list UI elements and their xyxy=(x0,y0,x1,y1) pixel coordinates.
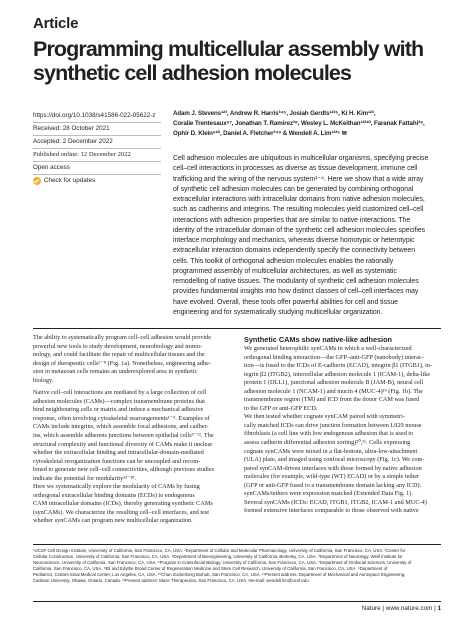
body-line: biology. xyxy=(33,376,54,384)
section-heading: Synthetic CAMs show native-like adhesion xyxy=(244,335,392,344)
body-line: (synCAMs). We characterize the resulting cell–cell interfaces, and test xyxy=(33,508,210,516)
body-line: Several synCAMs (ICDs: ECAD, ITGB1, ITGB2, ICAM-1 and MUC-4) xyxy=(244,498,427,506)
footnote-line: Carleton University, Ottawa, Ontario, Canada. ¹²Present address: Maze Therapeutics, San Francisco, CA, USA. ✉e-mail: wendell.lim@ucsf.edu xyxy=(33,578,309,584)
body-line: structural complexity and functional diversity of CAMs make it unclear xyxy=(33,440,213,448)
abstract-line: programmed assembly of multicellular architectures, as well as systematic xyxy=(173,267,397,275)
body-line: cally matched ICDs can drive junction formation between L929 mouse xyxy=(244,421,422,429)
abstract-line: such as cadherins and integrins. The resulting molecules yield customized cell–cell xyxy=(173,206,424,214)
abstract-line: interactions with adhesion properties that are similar to native interactions. The xyxy=(173,216,411,224)
page-footer xyxy=(362,605,441,612)
body-line: sion in metazoan cells remains an underexplored area in synthetic xyxy=(33,368,198,376)
body-line: bind neighbouring cells or matrix and induce a mechanical adhesive xyxy=(33,406,204,414)
published-date: Published online: 12 December 2022 xyxy=(33,149,161,162)
body-line: nology, and could facilitate the repair of multicellular tissues and the xyxy=(33,351,205,359)
body-line: pared synCAM-driven interfaces with those formed by native adhesion xyxy=(244,464,422,472)
abstract-line: Cell adhesion molecules are ubiquitous in multicellular organisms, specifying precise xyxy=(173,155,429,162)
body-column-left xyxy=(33,334,230,526)
body-line: We generated heterophilic synCAMs in which a well-characterized xyxy=(244,345,412,352)
body-line: assess cadherin differential adhesion sorting)²⁰,²¹. Cells expressing xyxy=(244,439,411,447)
check-for-updates-button[interactable] xyxy=(33,175,161,187)
footnote-line: Neuroscience, University of California, San Francisco, CA, USA. ⁶Program in Craniofacial Biology, University of California, San Francisco, CA, USA. ⁷Department of Orofacial Sciences, University of xyxy=(33,560,412,566)
body-line: (ULA) plate, and imaged using confocal microscopy (Fig. 1c). We com- xyxy=(244,456,425,464)
body-line: (GFP or anti-GFP fused to a transmembrane domain lacking any ICD). xyxy=(244,481,422,489)
accepted-date: Accepted: 2 December 2022 xyxy=(33,136,161,149)
footnote-line: Pediatrics, Cedars-Sinai Medical Center, Los Angeles, CA, USA. ¹⁰Chan Zuckerberg Biohub, San Francisco, CA, USA. ¹¹Present address: Department of Mechanical and Aerospace Engineering, xyxy=(33,572,406,578)
footer-divider xyxy=(33,601,441,602)
body-line: Native cell–cell interactions are mediated by a large collection of cell xyxy=(33,389,207,397)
affiliations-footnote xyxy=(33,548,443,585)
body-line: adhesion molecules (CAMs)—complex transmembrane proteins that xyxy=(33,397,206,405)
body-line: whether synCAMs can program new multicellular organization. xyxy=(33,517,193,525)
body-line: tegrin β2 (ITGB2), intercellular adhesion molecule 1 (ICAM-1), delta-like xyxy=(244,370,431,378)
author-line: Ophir D. Klein⁶¹⁰, Daniel A. Fletcher³⁴⁹ & Wendell A. Lim¹²³⁵ ✉ xyxy=(173,130,347,137)
author-line: Coralie Trentesaux⁶⁷, Jonathan T. Ramirez³⁸, Wesley L. McKeithan¹²³¹⁰, Faranak Fattahi³⁸, xyxy=(173,120,425,127)
body-line: ins, which assemble adherens junctions between epithelial cells⁹⁻¹². The xyxy=(33,432,214,440)
body-line: orthogonal binding interaction—the GFP–anti-GFP (nanobody) interac- xyxy=(244,353,424,361)
abstract-line: engineering and for systematically studying multicellular organization. xyxy=(173,308,383,316)
body-line: cognate synCAMs were mixed in a flat-bottom, ultra-low-attachment xyxy=(244,447,418,455)
body-line: to the GFP or anti-GFP ECD. xyxy=(244,404,318,412)
page-number: 1 xyxy=(437,605,441,612)
body-line: response, often involving cytoskeletal rearrangements¹⁻⁴. Examples of xyxy=(33,414,210,422)
abstract-line: trafficking and the wiring of the nervous system¹⁻⁴. Here we show that a wide array xyxy=(173,175,424,183)
body-line: CAMs include integrins, which assemble focal adhesions, and cadher- xyxy=(33,423,209,431)
check-updates-label: Check for updates xyxy=(44,177,96,184)
author-list xyxy=(173,109,455,139)
author-line: Adam J. Stevens¹²³, Andrew R. Harris³⁴⁵, Josiah Gerdts¹²³⁵, Ki H. Kim¹²³, xyxy=(173,110,376,117)
body-line: Here we systematically explore the modularity of CAMs by fusing xyxy=(33,483,200,491)
abstract-line: remodelling of native tissues. The modularity of synthetic cell adhesion molecules xyxy=(173,278,419,285)
body-line: indicate the potential for modularity¹³⁻¹⁸. xyxy=(33,474,136,482)
footnote-line: ¹UCSF Cell Design Institute, University of California, San Francisco, CA, USA. ²Department of Cellular and Molecular Pharmacology, University of California, San Francisco, CA, USA. ³Center for xyxy=(33,548,406,553)
body-line: transmembrane region (TM) and ICD from the donor CAM was fused xyxy=(244,396,420,404)
abstract-line: of synthetic cell adhesion molecules can be generated by combining orthogonal xyxy=(173,185,414,193)
abstract-line: have evolved. Overall, these tools offer powerful abilities for cell and tissue xyxy=(173,298,398,306)
footnote-divider xyxy=(33,544,441,545)
footnote-line: Cellular Construction, University of California, San Francisco, CA, USA. ⁴Department of Bioengineering, University of California, Berkeley, CA, USA. ⁵Department of Neurology, Weill Institute for xyxy=(33,554,403,560)
journal-website-link[interactable]: www.nature.com xyxy=(385,605,433,612)
abstract-line: extracellular interaction domains independently specify the connectivity between xyxy=(173,247,416,255)
abstract-line: cell–cell interactions in processes as diverse as tissue development, immune cell xyxy=(173,165,418,173)
body-column-right xyxy=(244,334,441,516)
footer-separator: | xyxy=(382,605,385,612)
body-line: whether the extracellular binding and intracellular-domain-mediated xyxy=(33,449,204,457)
body-line: bined to generate new cell–cell connectivities, although previous studies xyxy=(33,466,215,474)
body-line: synCAMs/tethers were expression matched (Extended Data Fig. 1). xyxy=(244,490,413,498)
body-line: formed extensive interfaces comparable to those observed with native xyxy=(244,507,419,515)
body-line: protein 1 (DLL1), junctional adhesion molecule B (JAM-B), neural cell xyxy=(244,379,424,387)
body-line: adhesion molecule 1 (NCAM-1) and mucin 4 (MUC-4)¹⁹ (Fig. 1b). The xyxy=(244,387,423,395)
check-updates-icon xyxy=(33,177,41,185)
body-line: We then tested whether cognate synCAM paired with symmetri- xyxy=(244,413,405,421)
body-line: CAM intracellular domains (ICDs), thereby generating synthetic CAMs xyxy=(33,500,213,508)
body-line: design of therapeutic cells⁵⁻⁸ (Fig. 1a). Nonetheless, engineering adhe- xyxy=(33,359,211,367)
doi-link[interactable]: https://doi.org/10.1038/s41586-022-05622-z xyxy=(33,110,161,123)
body-line: powerful new tools to study development, neurobiology and immu- xyxy=(33,342,202,350)
abstract-line: extracellular interactions with intracellular domains from native adhesion molecules, xyxy=(173,196,425,203)
body-line: tion—is fused to the ICDs of E-cadherin (ECAD), integrin β1 (ITGB1), in- xyxy=(244,362,433,370)
abstract-line: provides fundamental insights into how distinct classes of cell–cell interfaces may xyxy=(173,288,419,296)
abstract-line: interface morphology and mechanics, whereas diverse homotypic or heterotypic xyxy=(173,237,415,244)
open-access-label: Open access xyxy=(33,162,161,175)
footer-separator: | xyxy=(434,605,436,612)
body-line: The ability to systematically program cell–cell adhesion would provide xyxy=(33,334,212,341)
abstract-line: identity of the intracellular domain of the synthetic cell adhesion molecules specifies xyxy=(173,226,426,234)
abstract xyxy=(173,154,443,318)
abstract-line: cells. This toolkit of orthogonal adhesion molecules enables the rationally xyxy=(173,257,394,265)
journal-name: Nature xyxy=(361,605,381,612)
body-line: cytoskeletal reorganization functions can be uncoupled and recom- xyxy=(33,457,201,465)
section-divider xyxy=(33,328,441,329)
body-line: fibroblasts (a cell line with low endogenous adhesion that is used to xyxy=(244,430,414,438)
article-metadata xyxy=(33,110,161,187)
received-date: Received: 28 October 2021 xyxy=(33,123,161,136)
body-line: molecules (for example, wild-type (WT) ECAD) or by a simple tether xyxy=(244,473,420,481)
article-type-label: Article xyxy=(33,15,79,32)
body-line: orthogonal extracellular binding domains (ECDs) to endogenous xyxy=(33,491,195,499)
footnote-line: California, San Francisco, CA, USA. ⁸Eli and Edythe Broad Center of Regeneration Medicine and Stem Cell Research, University of California, San Francisco, CA, USA. ⁹Department of xyxy=(33,566,388,572)
article-title: Programming multicellular assembly with synthetic cell adhesion molecules xyxy=(33,37,424,85)
